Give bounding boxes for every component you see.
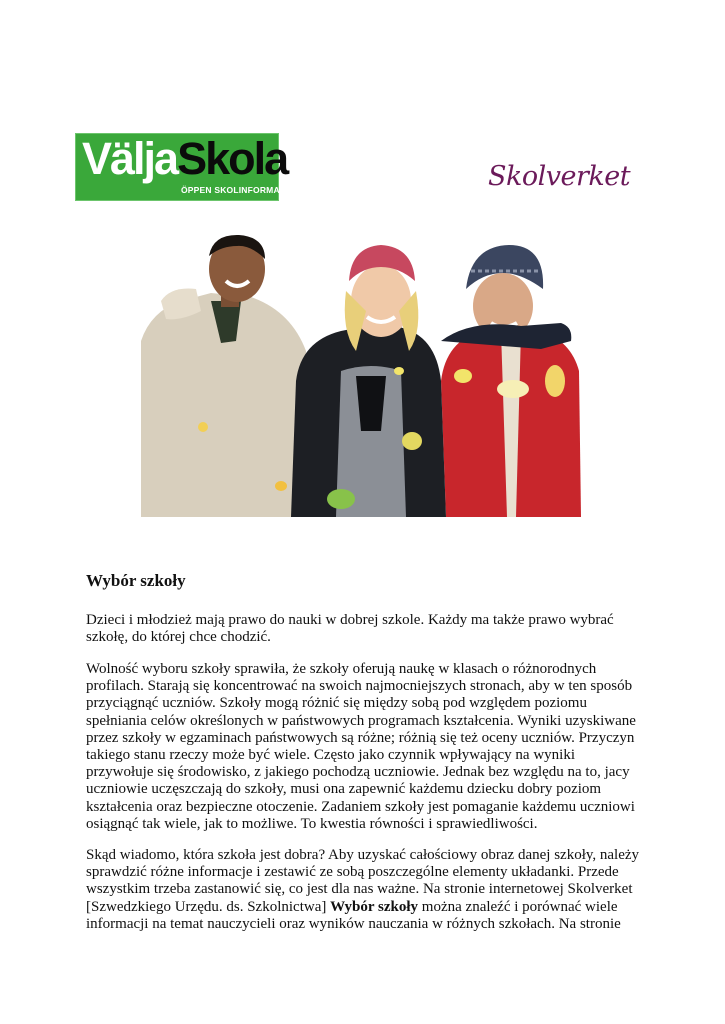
logo-part-skola: Skola [177,133,288,184]
valjaskola-logo [75,133,301,201]
paragraph-3-text-start: Skąd wiadomo, która szkoła jest dobra? Aby uzyskać całościowy obraz danej szkoły, należy sprawdzić różne informacje i zestawić ze sobą poszczególne elementy układanki. Przede wszystkim trzeba zastanowić się, co jest dla nas ważne. Na stronie internetowej Skolverket [Szwedzkiego Urzędu. ds. Szkolnictwa] [86,847,640,915]
skolverket-logo: Skolverket [488,161,631,192]
students-photo [141,231,581,517]
wybor-szkoly-link-text: Wybór szkoły [330,898,419,915]
students-illustration [141,231,581,517]
paragraph-3-text-end: można znaleźć i porównać wiele informacji na temat nauczycieli oraz wyników nauczania w różnych szkołach. Na stronie [86,898,621,932]
logo-wordmark [82,135,287,183]
paragraph-2: Wolność wyboru szkoły sprawiła, że szkoły oferują naukę w klasach o różnorodnych profilach. Starają się koncentrować na swoich najmocniejszych stronach, aby w ten sposób przyciągnąć uczniów. Szkoły mogą różnić się między sobą pod względem poziomu spełniania celów określonych w państwowych programach kształcenia. Wyniki uzyskiwane przez szkoły w egzaminach państwowych są różne; różnią się też oceny uczniów. Przyczyn takiego stanu rzeczy może być wiele. Często jako czynnik wpływający na wyniki przywołuje się środowisko, z jakiego pochodzą uczniowie. Jednak bez względu na to, jacy uczniowie uczęszczają do szkoły, musi ona zapewnić każdemu dziecku dobry poziom kształcenia oraz bezpieczne otoczenie. Zadaniem szkoły jest pomaganie każdemu uczniowi osiągnąć tak wiele, jak to możliwe. To kwestia równości i sprawiedliwości. [86,661,636,832]
paragraph-3 [86,847,646,933]
logo-tagline: ÖPPEN SKOLINFORMATION [181,185,301,195]
article-title: Wybór szkoły [86,571,186,590]
paragraph-1: Dzieci i młodzież mają prawo do nauki w dobrej szkole. Każdy ma także prawo wybrać szkołę, do której chce chodzić. [86,612,614,646]
logo-part-valja: Välja [82,133,178,184]
